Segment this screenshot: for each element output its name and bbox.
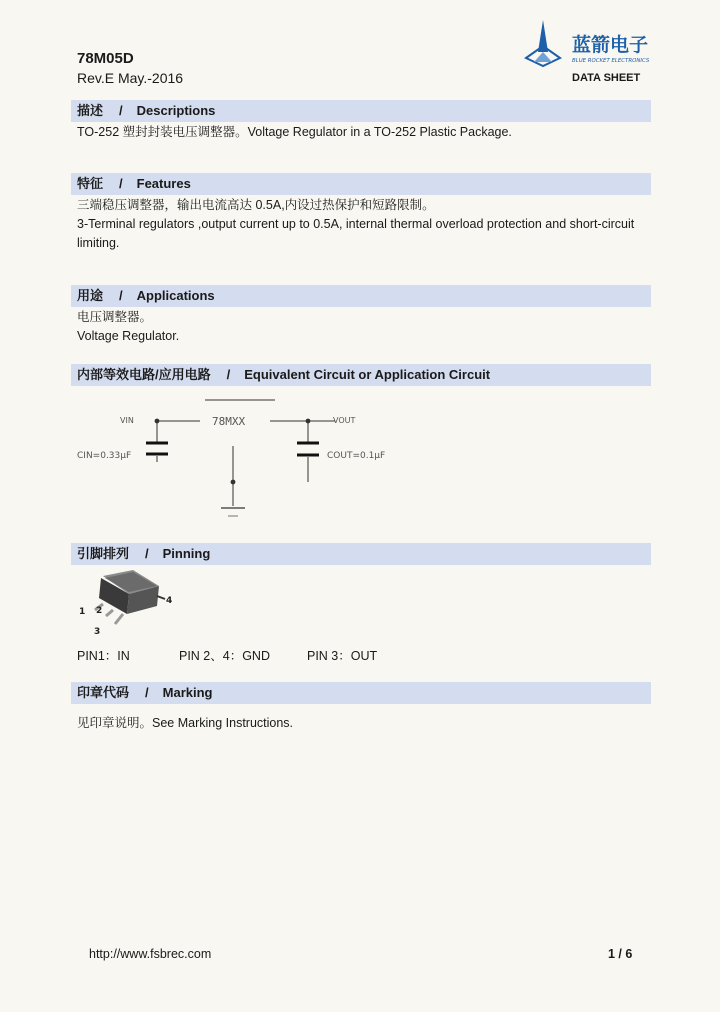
part-number: 78M05D [77, 50, 134, 67]
vin-label: VIN [120, 416, 134, 425]
cin-label: CIN=0.33μF [77, 451, 132, 461]
cout-label: COUT=0.1μF [327, 451, 386, 461]
section-bar-circuit: 内部等效电路/应用电路 / Equivalent Circuit or Application Circuit [71, 364, 651, 386]
vout-label: VOUT [333, 416, 356, 425]
section-bar-descriptions: 描述 / Descriptions [71, 100, 651, 122]
descriptions-text: TO-252 塑封封装电压调整器。Voltage Regulator in a TO-252 Plastic Package. [77, 125, 512, 139]
pin1-desc: PIN1：IN [77, 649, 130, 663]
pin-number-4: 4 [166, 596, 173, 606]
marking-text: 见印章说明。See Marking Instructions. [77, 716, 294, 730]
section-bar-marking: 印章代码 / Marking [71, 682, 651, 704]
company-logo [522, 20, 657, 78]
application-circuit-diagram [75, 396, 495, 526]
page-number: 1 / 6 [608, 947, 633, 961]
section-title-en: Pinning [162, 546, 211, 561]
pin-number-3: 3 [94, 627, 101, 637]
section-title-cn: 印章代码 [77, 685, 130, 700]
features-line-1: 三端稳压调整器，输出电流高达 0.5A,内设过热保护和短路限制。 [77, 198, 435, 212]
logo-cn-text: 蓝箭电子 [572, 34, 649, 56]
section-title-cn: 用途 [77, 288, 104, 303]
section-title-cn: 引脚排列 [77, 546, 130, 561]
pin-number-1: 1 [79, 607, 86, 617]
section-title-en: Applications [136, 288, 215, 303]
pin24-desc: PIN 2、4：GND [179, 649, 270, 663]
section-title-cn: 内部等效电路/应用电路 [77, 367, 211, 382]
footer-url-link[interactable]: http://www.fsbrec.com [89, 947, 212, 961]
applications-line-2: Voltage Regulator. [77, 329, 180, 343]
pin3-desc: PIN 3：OUT [307, 649, 378, 663]
features-line-2: 3-Terminal regulators ,output current up to 0.5A, internal thermal overload protection and short-circuit [77, 217, 635, 231]
to252-package-image [75, 568, 185, 640]
features-line-3: limiting. [77, 236, 120, 250]
section-title-cn: 特征 [77, 176, 104, 191]
section-title-cn: 描述 [77, 103, 104, 118]
section-title-en: Marking [162, 685, 213, 700]
applications-line-1: 电压调整器。 [77, 310, 153, 324]
section-bar-features: 特征 / Features [71, 173, 651, 195]
section-bar-pinning: 引脚排列 / Pinning [71, 543, 651, 565]
section-title-en: Equivalent Circuit or Application Circuit [244, 367, 491, 382]
revision: Rev.E May.-2016 [77, 70, 184, 86]
section-title-en: Descriptions [136, 103, 216, 118]
pin-number-2: 2 [96, 606, 103, 616]
logo-en-text: BLUE ROCKET ELECTRONICS [572, 58, 650, 64]
ic-label: 78MXX [212, 415, 246, 428]
section-bar-applications: 用途 / Applications [71, 285, 651, 307]
section-title-en: Features [136, 176, 191, 191]
doc-type: DATA SHEET [572, 72, 641, 84]
